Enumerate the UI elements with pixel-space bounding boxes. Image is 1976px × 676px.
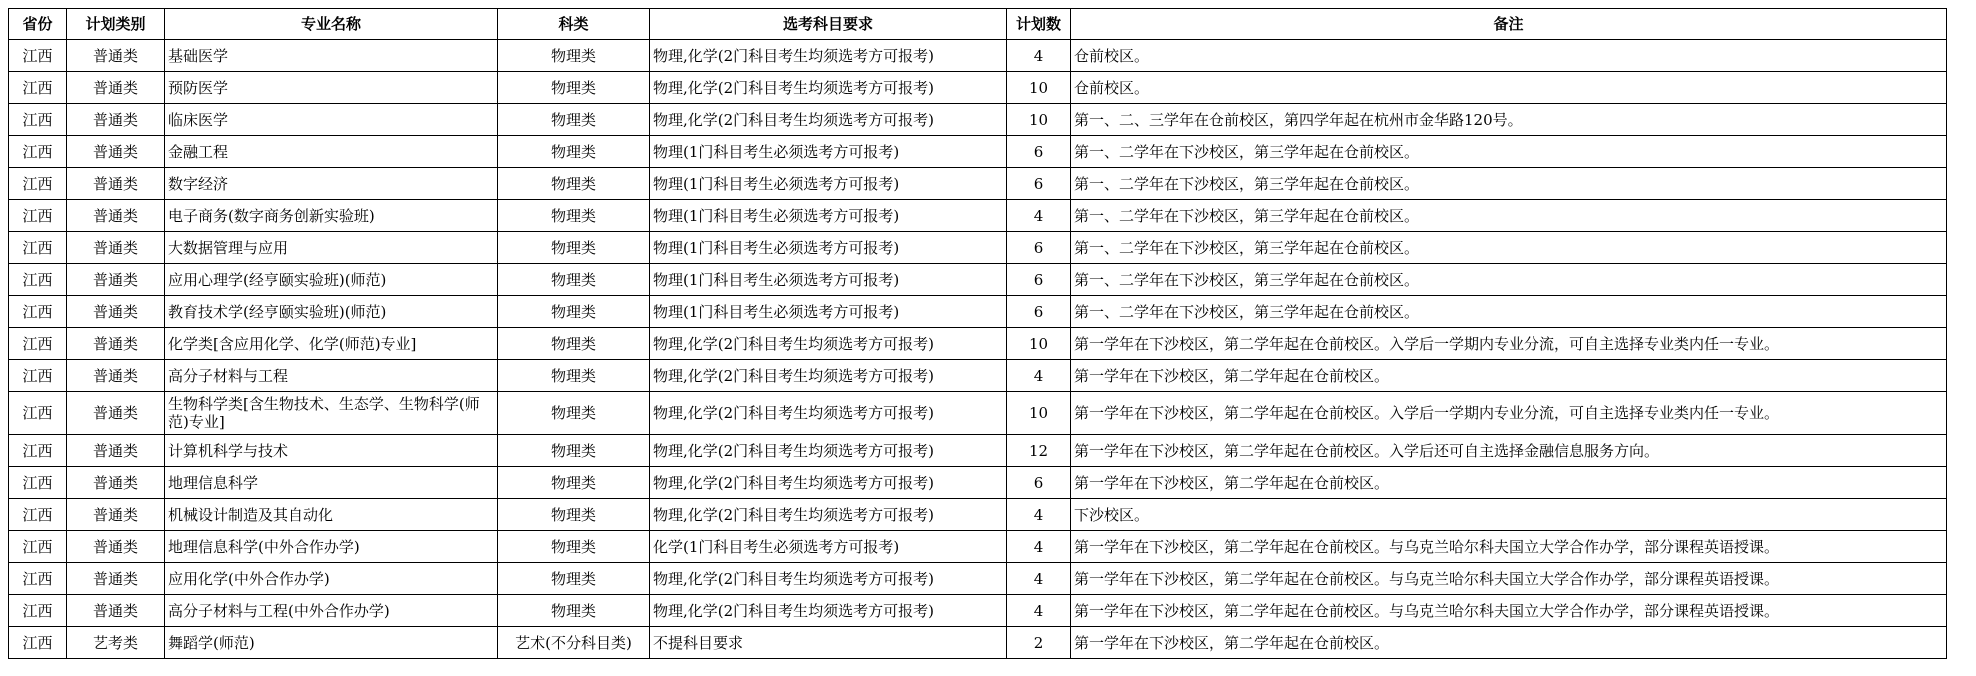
cell-remarks: 第一学年在下沙校区，第二学年起在仓前校区。入学后一学期内专业分流，可自主选择专业类内任一专业。 [1071,392,1947,435]
cell-major-name: 教育技术学(经亨颐实验班)(师范) [165,296,498,328]
table-row [9,40,1947,72]
cell-subject-type: 物理类 [498,264,650,296]
cell-subject-requirement: 物理,化学(2门科目考生均须选考方可报考) [650,563,1007,595]
table-row [9,104,1947,136]
table-row [9,360,1947,392]
table-row [9,136,1947,168]
header-major-name: 专业名称 [165,9,498,40]
cell-major-name: 生物科学类[含生物技术、生态学、生物科学(师范)专业] [165,392,498,435]
table-row [9,467,1947,499]
cell-subject-requirement: 物理,化学(2门科目考生均须选考方可报考) [650,360,1007,392]
header-subject-type: 科类 [498,9,650,40]
cell-subject-type: 物理类 [498,168,650,200]
cell-remarks: 第一学年在下沙校区，第二学年起在仓前校区。 [1071,467,1947,499]
cell-major-name: 金融工程 [165,136,498,168]
cell-major-name: 大数据管理与应用 [165,232,498,264]
table-header-row [9,9,1947,40]
cell-major-name: 舞蹈学(师范) [165,627,498,659]
cell-province: 江西 [9,360,67,392]
cell-subject-requirement: 物理,化学(2门科目考生均须选考方可报考) [650,499,1007,531]
table-row [9,563,1947,595]
cell-subject-type: 物理类 [498,136,650,168]
cell-plan-count: 4 [1007,531,1071,563]
cell-major-name: 高分子材料与工程 [165,360,498,392]
cell-plan-count: 4 [1007,595,1071,627]
cell-plan-category: 普通类 [67,499,165,531]
cell-plan-count: 4 [1007,563,1071,595]
cell-province: 江西 [9,40,67,72]
cell-province: 江西 [9,531,67,563]
cell-major-name: 计算机科学与技术 [165,435,498,467]
cell-remarks: 第一学年在下沙校区，第二学年起在仓前校区。 [1071,627,1947,659]
cell-province: 江西 [9,392,67,435]
cell-subject-requirement: 物理,化学(2门科目考生均须选考方可报考) [650,435,1007,467]
cell-major-name: 应用心理学(经亨颐实验班)(师范) [165,264,498,296]
cell-plan-category: 普通类 [67,328,165,360]
cell-province: 江西 [9,264,67,296]
cell-subject-type: 物理类 [498,435,650,467]
cell-province: 江西 [9,296,67,328]
cell-plan-count: 6 [1007,168,1071,200]
cell-plan-category: 普通类 [67,296,165,328]
cell-plan-category: 普通类 [67,232,165,264]
cell-major-name: 临床医学 [165,104,498,136]
header-subject-requirement: 选考科目要求 [650,9,1007,40]
cell-plan-category: 普通类 [67,104,165,136]
table-row [9,595,1947,627]
cell-subject-requirement: 物理,化学(2门科目考生均须选考方可报考) [650,72,1007,104]
cell-subject-requirement: 物理(1门科目考生必须选考方可报考) [650,264,1007,296]
cell-major-name: 机械设计制造及其自动化 [165,499,498,531]
cell-subject-requirement: 物理,化学(2门科目考生均须选考方可报考) [650,40,1007,72]
cell-plan-category: 普通类 [67,360,165,392]
cell-subject-requirement: 物理,化学(2门科目考生均须选考方可报考) [650,467,1007,499]
cell-subject-type: 物理类 [498,40,650,72]
cell-subject-type: 物理类 [498,232,650,264]
cell-subject-type: 物理类 [498,104,650,136]
cell-province: 江西 [9,168,67,200]
cell-subject-type: 物理类 [498,392,650,435]
cell-province: 江西 [9,627,67,659]
cell-plan-category: 普通类 [67,168,165,200]
cell-remarks: 下沙校区。 [1071,499,1947,531]
cell-remarks: 第一学年在下沙校区，第二学年起在仓前校区。 [1071,360,1947,392]
cell-subject-requirement: 物理,化学(2门科目考生均须选考方可报考) [650,104,1007,136]
cell-plan-category: 普通类 [67,136,165,168]
cell-subject-type: 物理类 [498,72,650,104]
cell-plan-count: 10 [1007,328,1071,360]
cell-province: 江西 [9,595,67,627]
cell-remarks: 仓前校区。 [1071,72,1947,104]
cell-plan-count: 4 [1007,360,1071,392]
cell-major-name: 化学类[含应用化学、化学(师范)专业] [165,328,498,360]
cell-province: 江西 [9,232,67,264]
cell-plan-category: 普通类 [67,40,165,72]
cell-plan-count: 6 [1007,296,1071,328]
cell-province: 江西 [9,563,67,595]
cell-subject-type: 艺术(不分科目类) [498,627,650,659]
header-plan-count: 计划数 [1007,9,1071,40]
cell-subject-type: 物理类 [498,328,650,360]
cell-subject-requirement: 物理(1门科目考生必须选考方可报考) [650,136,1007,168]
cell-province: 江西 [9,136,67,168]
cell-major-name: 预防医学 [165,72,498,104]
cell-plan-count: 10 [1007,72,1071,104]
cell-subject-type: 物理类 [498,595,650,627]
cell-remarks: 仓前校区。 [1071,40,1947,72]
cell-subject-type: 物理类 [498,200,650,232]
cell-plan-count: 10 [1007,392,1071,435]
cell-subject-type: 物理类 [498,360,650,392]
cell-remarks: 第一、二学年在下沙校区，第三学年起在仓前校区。 [1071,264,1947,296]
cell-plan-count: 4 [1007,40,1071,72]
table-row [9,296,1947,328]
table-row [9,328,1947,360]
cell-remarks: 第一学年在下沙校区，第二学年起在仓前校区。与乌克兰哈尔科夫国立大学合作办学，部分课程英语授课。 [1071,563,1947,595]
cell-subject-requirement: 化学(1门科目考生必须选考方可报考) [650,531,1007,563]
cell-remarks: 第一、二学年在下沙校区，第三学年起在仓前校区。 [1071,200,1947,232]
cell-plan-count: 2 [1007,627,1071,659]
cell-plan-category: 普通类 [67,200,165,232]
cell-remarks: 第一学年在下沙校区，第二学年起在仓前校区。与乌克兰哈尔科夫国立大学合作办学，部分课程英语授课。 [1071,595,1947,627]
table-row [9,435,1947,467]
cell-remarks: 第一、二学年在下沙校区，第三学年起在仓前校区。 [1071,296,1947,328]
cell-province: 江西 [9,328,67,360]
cell-subject-requirement: 物理(1门科目考生必须选考方可报考) [650,232,1007,264]
cell-province: 江西 [9,72,67,104]
table-row [9,168,1947,200]
table-row [9,232,1947,264]
cell-plan-count: 10 [1007,104,1071,136]
cell-subject-type: 物理类 [498,467,650,499]
cell-plan-category: 普通类 [67,467,165,499]
cell-plan-category: 普通类 [67,435,165,467]
cell-subject-type: 物理类 [498,563,650,595]
cell-remarks: 第一、二学年在下沙校区，第三学年起在仓前校区。 [1071,232,1947,264]
cell-subject-requirement: 物理(1门科目考生必须选考方可报考) [650,296,1007,328]
cell-remarks: 第一学年在下沙校区，第二学年起在仓前校区。入学后还可自主选择金融信息服务方向。 [1071,435,1947,467]
cell-province: 江西 [9,200,67,232]
cell-plan-category: 艺考类 [67,627,165,659]
cell-plan-category: 普通类 [67,72,165,104]
cell-subject-type: 物理类 [498,531,650,563]
cell-remarks: 第一、二、三学年在仓前校区，第四学年起在杭州市金华路120号。 [1071,104,1947,136]
cell-plan-count: 6 [1007,264,1071,296]
cell-plan-count: 4 [1007,200,1071,232]
header-province: 省份 [9,9,67,40]
table-row [9,392,1947,435]
cell-major-name: 地理信息科学 [165,467,498,499]
table-row [9,264,1947,296]
cell-plan-category: 普通类 [67,563,165,595]
cell-subject-type: 物理类 [498,296,650,328]
header-plan-category: 计划类别 [67,9,165,40]
cell-plan-category: 普通类 [67,392,165,435]
table-row [9,531,1947,563]
cell-major-name: 电子商务(数字商务创新实验班) [165,200,498,232]
cell-major-name: 基础医学 [165,40,498,72]
header-remarks: 备注 [1071,9,1947,40]
cell-remarks: 第一、二学年在下沙校区，第三学年起在仓前校区。 [1071,136,1947,168]
cell-plan-category: 普通类 [67,595,165,627]
cell-province: 江西 [9,104,67,136]
cell-plan-count: 4 [1007,499,1071,531]
table-row [9,627,1947,659]
cell-subject-requirement: 不提科目要求 [650,627,1007,659]
table-row [9,499,1947,531]
cell-subject-requirement: 物理,化学(2门科目考生均须选考方可报考) [650,328,1007,360]
cell-subject-requirement: 物理,化学(2门科目考生均须选考方可报考) [650,595,1007,627]
cell-major-name: 应用化学(中外合作办学) [165,563,498,595]
cell-major-name: 高分子材料与工程(中外合作办学) [165,595,498,627]
cell-major-name: 地理信息科学(中外合作办学) [165,531,498,563]
cell-plan-count: 6 [1007,136,1071,168]
table-row [9,200,1947,232]
cell-remarks: 第一、二学年在下沙校区，第三学年起在仓前校区。 [1071,168,1947,200]
table-row [9,72,1947,104]
cell-plan-count: 12 [1007,435,1071,467]
cell-plan-category: 普通类 [67,264,165,296]
cell-province: 江西 [9,499,67,531]
cell-plan-category: 普通类 [67,531,165,563]
cell-plan-count: 6 [1007,467,1071,499]
cell-subject-requirement: 物理(1门科目考生必须选考方可报考) [650,168,1007,200]
cell-subject-requirement: 物理,化学(2门科目考生均须选考方可报考) [650,392,1007,435]
cell-province: 江西 [9,467,67,499]
cell-remarks: 第一学年在下沙校区，第二学年起在仓前校区。入学后一学期内专业分流，可自主选择专业类内任一专业。 [1071,328,1947,360]
cell-remarks: 第一学年在下沙校区，第二学年起在仓前校区。与乌克兰哈尔科夫国立大学合作办学，部分课程英语授课。 [1071,531,1947,563]
cell-plan-count: 6 [1007,232,1071,264]
cell-province: 江西 [9,435,67,467]
cell-subject-type: 物理类 [498,499,650,531]
admission-plan-table [8,8,1947,659]
cell-subject-requirement: 物理(1门科目考生必须选考方可报考) [650,200,1007,232]
cell-major-name: 数字经济 [165,168,498,200]
